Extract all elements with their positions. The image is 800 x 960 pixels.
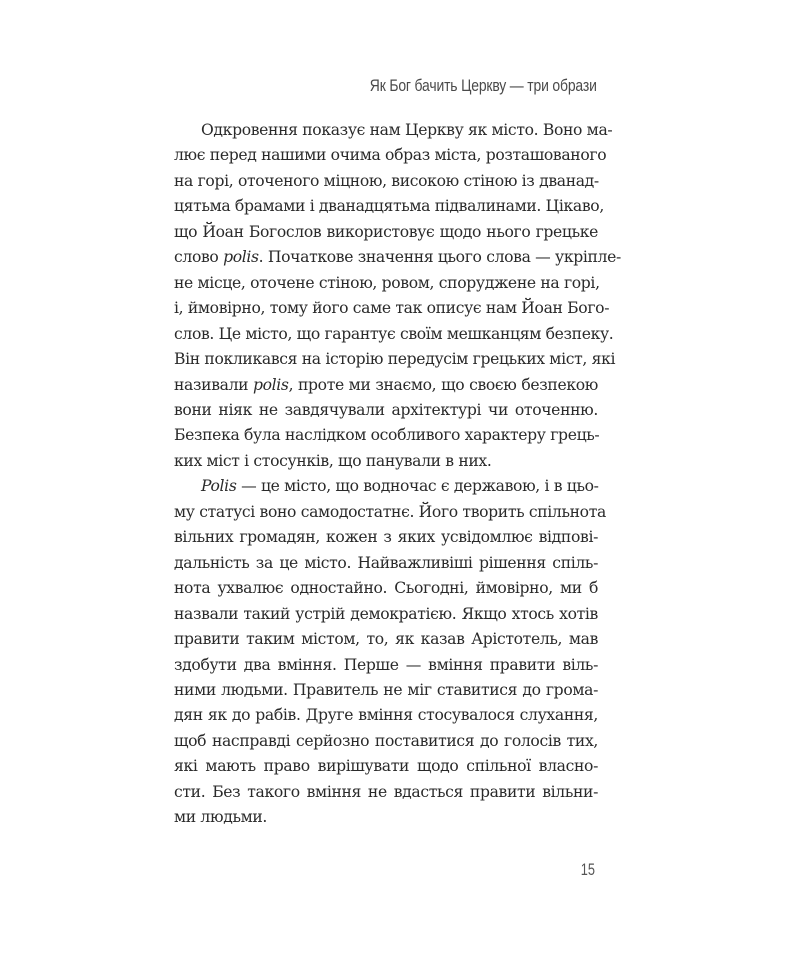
text-line	[174, 525, 598, 550]
text-line	[174, 373, 598, 398]
paragraph	[174, 118, 621, 474]
text-line	[174, 703, 598, 728]
text-segment: слов. Це місто, що гарантує своїм мешканцям безпеку.	[174, 324, 614, 343]
text-line	[174, 474, 598, 499]
italic-term: polis	[252, 375, 289, 394]
text-segment: Безпека була наслідком особливого характеру грець-	[174, 426, 600, 445]
text-segment: му статусі воно самодостатнє. Його творить спільнота	[174, 502, 606, 521]
text-line	[174, 322, 614, 347]
text-segment: . Початкове значення цього слова — укріпле-	[258, 248, 621, 267]
text-line	[174, 194, 604, 219]
text-line	[174, 398, 598, 423]
text-segment: нота ухвалює одностайно. Сьогодні, ймовірно, ми б	[174, 579, 598, 598]
text-line	[174, 602, 598, 627]
text-segment: Він покликався на історію передусім грецьких міст, які	[174, 350, 616, 369]
text-line	[174, 449, 598, 474]
text-segment: ними людьми. Правитель не міг ставитися до грома-	[174, 680, 598, 699]
text-segment: цятьма брамами і дванадцятьма підвалинами. Цікаво,	[174, 197, 604, 216]
text-segment: ких міст і стосунків, що панували в них.	[174, 451, 492, 470]
text-segment: назвали такий устрій демократією. Якщо хтось хотів	[174, 604, 598, 623]
text-segment: правити таким містом, то, як казав Арістотель, мав	[174, 630, 598, 649]
text-segment: які мають право вирішувати щодо спільної власно-	[174, 757, 598, 776]
text-line	[174, 118, 613, 143]
text-segment: на горі, оточеного міцною, високою стіною із дванад-	[174, 171, 599, 190]
text-line	[174, 143, 607, 168]
text-segment: вільних громадян, кожен з яких усвідомлює відпові-	[174, 528, 598, 547]
text-segment: дян як до рабів. Друге вміння стосувалося слухання,	[174, 706, 598, 725]
text-line	[174, 500, 606, 525]
text-line	[174, 805, 598, 830]
text-line	[174, 245, 621, 270]
page-number: 15	[580, 860, 595, 879]
text-segment: слово	[174, 248, 224, 267]
text-line	[174, 653, 598, 678]
text-line	[174, 169, 598, 194]
text-line	[174, 423, 598, 448]
text-line	[174, 780, 598, 805]
text-segment: ми людьми.	[174, 808, 268, 827]
text-segment: називали	[174, 375, 253, 394]
text-segment: лює перед нашими очима образ міста, розташованого	[174, 146, 607, 165]
text-segment: не місце, оточене стіною, ровом, споруджене на горі,	[174, 273, 600, 292]
running-head-title: Як Бог бачить Церкву — три образи	[370, 76, 597, 95]
text-segment: дальність за це місто. Найважливіші рішення спіль-	[174, 553, 598, 572]
text-line	[174, 627, 598, 652]
text-line	[174, 296, 610, 321]
paragraph	[174, 474, 606, 830]
text-line	[174, 729, 598, 754]
italic-term: Polis	[201, 477, 237, 496]
text-segment: Одкровення показує нам Церкву як місто. Воно ма-	[201, 121, 613, 139]
italic-term: polis	[223, 248, 259, 267]
text-line	[174, 220, 598, 245]
text-segment: що Йоан Богослов використовує щодо нього грецьке	[174, 222, 598, 241]
text-segment: вони ніяк не завдячували архітектурі чи оточенню.	[174, 400, 598, 419]
text-segment: щоб насправді серйозно поставитися до голосів тих,	[174, 731, 598, 750]
body-text	[174, 118, 621, 831]
text-segment: , проте ми знаємо, що своєю безпекою	[288, 375, 598, 394]
text-segment: сти. Без такого вміння не вдасться правити вільни-	[174, 782, 598, 801]
text-segment: — це місто, що водночас є державою, і в цьо-	[236, 477, 599, 496]
text-line	[174, 347, 616, 372]
text-segment: і, ймовірно, тому його саме так описує нам Йоан Бого-	[174, 299, 610, 318]
text-segment: здобути два вміння. Перше — вміння правити віль-	[174, 655, 598, 674]
text-line	[174, 576, 598, 601]
text-line	[174, 754, 598, 779]
text-line	[174, 551, 598, 576]
text-line	[174, 271, 598, 296]
text-line	[174, 678, 598, 703]
